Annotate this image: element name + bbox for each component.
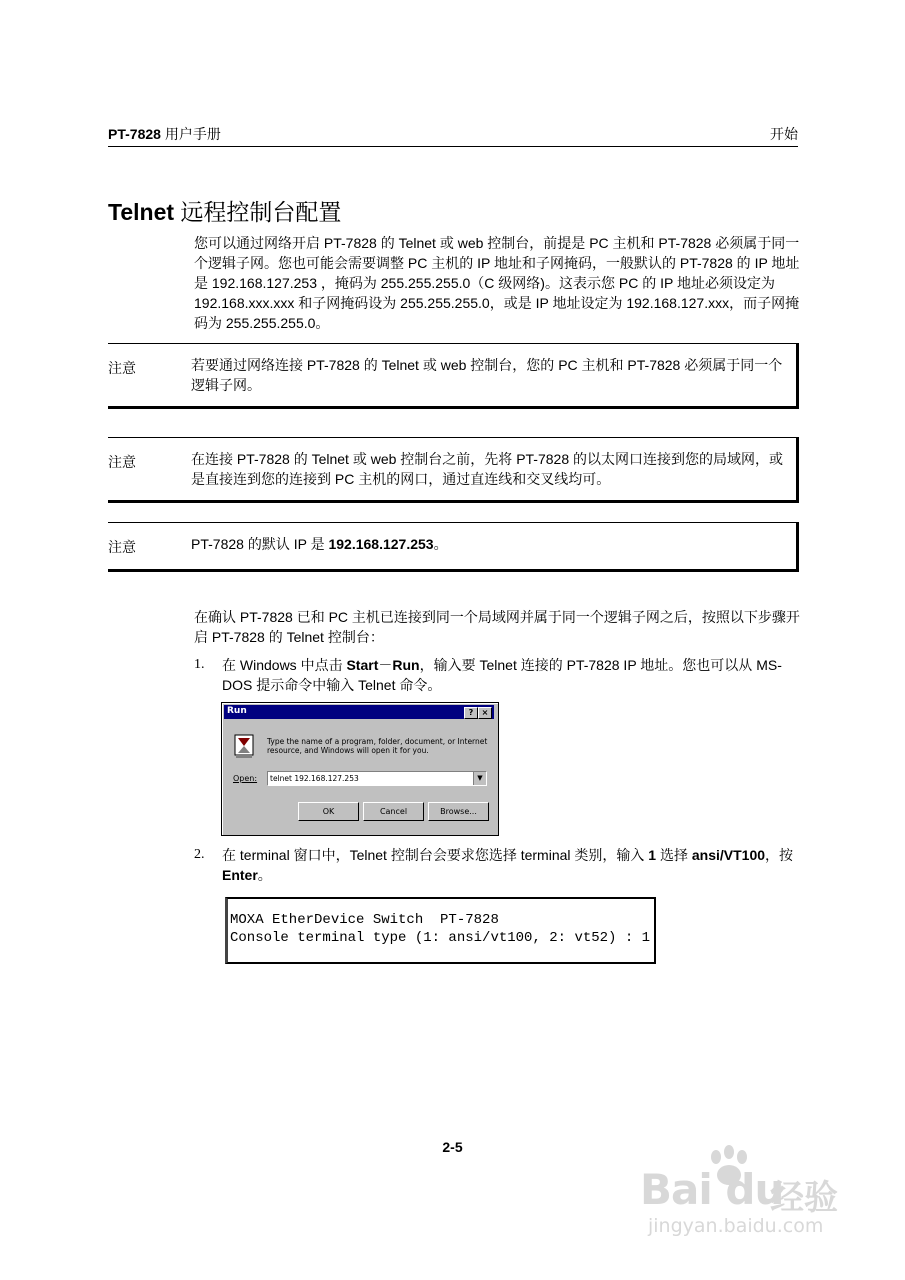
note-text: 在连接 PT-7828 的 Telnet 或 web 控制台之前，先将 PT-7828 的以太网口连接到您的局域网，或是直接连到您的连接到 PC 主机的网口，通过直连线和交叉线均可。 [191, 451, 784, 487]
close-button[interactable]: × [478, 707, 492, 719]
dialog-title-bar [224, 705, 494, 719]
dropdown-arrow-icon[interactable]: ▼ [473, 772, 486, 785]
ok-button[interactable]: OK [298, 802, 359, 821]
open-input[interactable] [267, 771, 487, 786]
watermark-url: jingyan.baidu.com [648, 1215, 824, 1237]
terminal-line: Console terminal type (1: ansi/vt100, 2: vt52) : 1 [230, 930, 651, 946]
note-text: PT-7828 的默认 IP 是 192.168.127.253。 [191, 536, 448, 552]
intro-paragraph: 您可以通过网络开启 PT-7828 的 Telnet 或 web 控制台，前提是 PC 主机和 PT-7828 必须属于同一个逻辑子网。您也可能会需要调整 PC 主机的 IP 地址和子网掩码，一般默认的 PT-7828 的 IP 地址是 192.168.127.253 ，掩码为 255.255.255.0（C 级网络)。这表示您 PC 的 IP 地址必须设定为 192.168.xxx.xxx 和子网掩码设为 255.255.255.0，或是 IP 地址设定为 192.168.127.xxx，而子网掩码为 255.255.255.0。 [194, 235, 800, 331]
note-box [108, 343, 799, 409]
note-label: 注意 [108, 360, 136, 376]
browse-button[interactable]: Browse... [428, 802, 489, 821]
help-button[interactable]: ? [464, 707, 478, 719]
dialog-message: Type the name of a program, folder, document, or Internet resource, and Windows will open it for you. [267, 737, 488, 755]
run-dialog [221, 702, 499, 836]
note-label: 注意 [108, 539, 136, 555]
note-box [108, 437, 799, 503]
run-icon [234, 733, 254, 759]
header-chapter: 开始 [770, 126, 798, 142]
step-text: 在 Windows 中点击 Start－Run，输入要 Telnet 连接的 PT-7828 IP 地址。您也可以从 MS-DOS 提示命令中输入 Telnet 命令。 [222, 657, 782, 693]
note-text: 若要通过网络连接 PT-7828 的 Telnet 或 web 控制台，您的 PC 主机和 PT-7828 必须属于同一个逻辑子网。 [191, 357, 783, 393]
terminal-screenshot [225, 897, 656, 964]
terminal-line: MOXA EtherDevice Switch PT-7828 [230, 912, 499, 928]
cancel-button[interactable]: Cancel [363, 802, 424, 821]
open-input-value: telnet 192.168.127.253 [270, 774, 359, 783]
watermark-brand: Bai du [640, 1165, 784, 1214]
watermark-cn: 经验 [770, 1179, 838, 1217]
step-number: 2. [194, 847, 205, 862]
open-label: Open: [233, 774, 258, 783]
steps-intro: 在确认 PT-7828 已和 PC 主机已连接到同一个局域网并属于同一个逻辑子网之后，按照以下步骤开启 PT-7828 的 Telnet 控制台： [194, 609, 800, 645]
step-number: 1. [194, 657, 205, 672]
watermark [640, 1145, 870, 1240]
section-title: Telnet 远程控制台配置 [108, 199, 342, 225]
page-number: 2-5 [442, 1139, 463, 1155]
header-title: PT-7828 用户手册 [108, 126, 221, 142]
dialog-title: Run [227, 706, 247, 716]
note-box [108, 522, 799, 572]
note-label: 注意 [108, 454, 136, 470]
page-header [108, 124, 798, 147]
step-text: 在 terminal 窗口中，Telnet 控制台会要求您选择 terminal 类别，输入 1 选择 ansi/VT100，按 Enter。 [222, 847, 794, 883]
